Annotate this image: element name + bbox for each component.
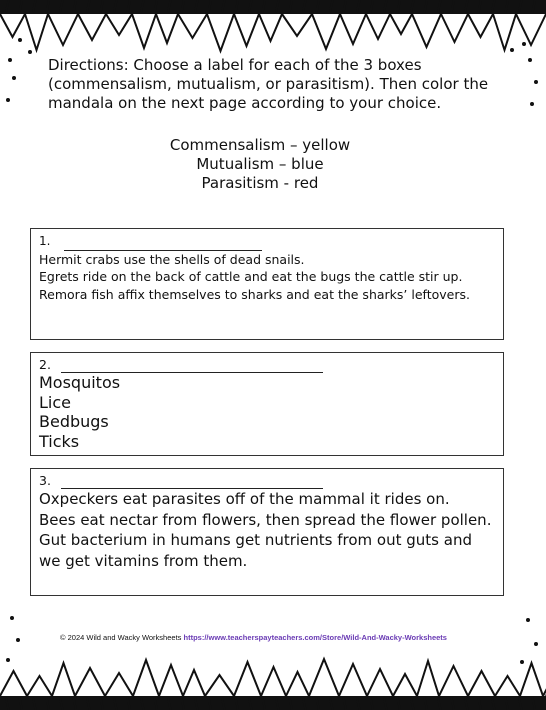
- border-dot: [510, 48, 514, 52]
- footer-copyright: © 2024 Wild and Wacky Worksheets: [60, 633, 184, 642]
- border-dot: [520, 660, 524, 664]
- top-band: [0, 0, 546, 16]
- border-dot: [10, 616, 14, 620]
- color-key: [150, 136, 370, 193]
- key-commensalism: Commensalism – yellow: [169, 136, 351, 154]
- box-3: [30, 468, 504, 596]
- box-3-answer-blank[interactable]: [61, 476, 323, 489]
- box-3-label-line: [39, 473, 495, 489]
- footer-credit: [60, 633, 490, 643]
- border-dot: [16, 638, 20, 642]
- box-2-number: 2.: [39, 357, 51, 372]
- box-1-answer-blank[interactable]: [64, 238, 262, 251]
- border-dot: [18, 38, 22, 42]
- top-zigzag-border: [0, 0, 546, 51]
- zigzag-teeth: [0, 14, 546, 51]
- box-1-line: Egrets ride on the back of cattle and eat the bugs the cattle stir up.: [39, 269, 463, 284]
- border-dot: [6, 658, 10, 662]
- box-1-label-line: [39, 233, 495, 251]
- box-2-label-line: [39, 357, 495, 373]
- border-dot: [8, 58, 12, 62]
- border-dot: [522, 42, 526, 46]
- border-dot: [534, 80, 538, 84]
- directions-text: Directions: Choose a label for each of the 3 boxes (commensalism, mutualism, or parasitism). Then color the mandala on the next page according to your choice.: [48, 56, 489, 112]
- box-1-line: Remora fish affix themselves to sharks and eat the sharks’ leftovers.: [39, 286, 470, 302]
- key-parasitism: Parasitism - red: [201, 174, 319, 192]
- box-3-line: Bees eat nectar from flowers, then spread the flower pollen.: [39, 510, 492, 529]
- border-dot: [6, 98, 10, 102]
- box-2-line: Lice: [39, 392, 71, 412]
- key-mutualism: Mutualism – blue: [196, 155, 324, 173]
- box-2-answer-blank[interactable]: [61, 360, 323, 373]
- box-1-line: Hermit crabs use the shells of dead snails.: [39, 251, 305, 267]
- box-1-number: 1.: [39, 234, 51, 248]
- bottom-zigzag-border: [0, 659, 546, 710]
- border-dot: [526, 618, 530, 622]
- border-dot: [528, 58, 532, 62]
- box-3-line: Oxpeckers eat parasites off of the mammal it rides on.: [39, 490, 450, 508]
- box-3-line: Gut bacterium in humans get nutrients from out guts and we get vitamins from them.: [39, 531, 472, 570]
- border-dot: [12, 76, 16, 80]
- border-dot: [530, 102, 534, 106]
- zigzag-teeth: [0, 659, 546, 696]
- box-2-line: Ticks: [39, 431, 80, 451]
- box-3-number: 3.: [39, 473, 51, 488]
- border-dot: [28, 50, 32, 54]
- box-2-line: Bedbugs: [39, 412, 109, 431]
- bottom-band: [0, 694, 546, 710]
- border-dot: [534, 642, 538, 646]
- box-1: [30, 228, 504, 340]
- box-2: [30, 352, 504, 456]
- box-2-line: Mosquitos: [39, 373, 121, 392]
- footer-link[interactable]: https://www.teacherspayteachers.com/Store/Wild-And-Wacky-Worksheets: [183, 633, 447, 642]
